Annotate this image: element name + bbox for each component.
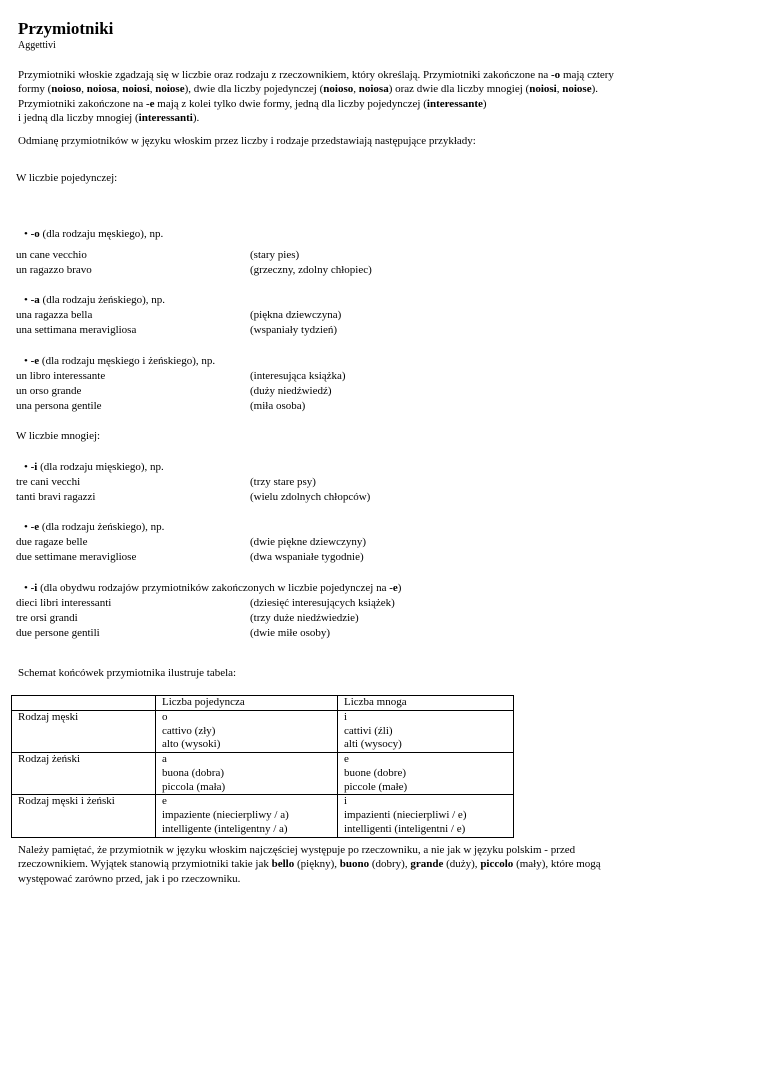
example-italian: un ragazzo bravo — [16, 264, 92, 276]
intro-line: Przymiotniki zakończone na -e mają z kolei tylko dwie formy, jedną dla liczby pojedynczej (interessante) — [18, 97, 487, 110]
example-translation: (dwa wspaniałe tygodnie) — [250, 551, 364, 563]
example-translation: (duży niedźwiedź) — [250, 385, 332, 397]
endings-table — [11, 695, 514, 838]
example-translation: (grzeczny, zdolny chłopiec) — [250, 264, 372, 276]
example-translation: (piękna dziewczyna) — [250, 309, 342, 321]
example-italian: una persona gentile — [16, 400, 102, 412]
bullet-item: • -o (dla rodzaju męskiego), np. — [24, 228, 164, 240]
table-header-row — [12, 696, 514, 711]
table-row — [12, 753, 514, 795]
table-cell-plural: i impazienti (niecierpliwi / e) intelligenti (inteligentni / e) — [338, 795, 514, 837]
example-italian: tre orsi grandi — [16, 612, 78, 624]
table-cell-plural: i cattivi (źli) alti (wysocy) — [338, 710, 514, 752]
table-row-label: Rodzaj męski — [12, 710, 156, 752]
example-italian: un orso grande — [16, 385, 82, 397]
example-translation: (dwie miłe osoby) — [250, 627, 331, 639]
example-translation: (trzy duże niedźwiedzie) — [250, 612, 359, 624]
intro-line: Przymiotniki włoskie zgadzają się w liczbie oraz rodzaju z rzeczownikiem, który określają. Przymiotniki zakończone na -o mają cztery — [18, 69, 614, 81]
closing-line: występować zarówno przed, jak i po rzeczowniku. — [18, 872, 241, 885]
singular-heading: W liczbie pojedynczej: — [16, 172, 118, 184]
table-cell-singular: e impaziente (niecierpliwy / a) intelligente (inteligentny / a) — [156, 795, 338, 837]
example-italian: tre cani vecchi — [16, 476, 81, 488]
table-row-label: Rodzaj męski i żeński — [12, 795, 156, 837]
table-header-cell — [12, 696, 156, 711]
example-translation: (dziesięć interesujących książek) — [250, 597, 395, 609]
table-row-label: Rodzaj żeński — [12, 753, 156, 795]
page-title: Przymiotniki — [18, 19, 114, 38]
example-translation: (interesująca książka) — [250, 370, 346, 382]
table-cell-plural: e buone (dobre) piccole (małe) — [338, 753, 514, 795]
intro-paragraph — [18, 68, 668, 125]
example-italian: due ragaze belle — [16, 536, 88, 548]
bullet-item: • -a (dla rodzaju żeńskiego), np. — [24, 294, 166, 306]
example-italian: un cane vecchio — [16, 249, 87, 261]
closing-line: rzeczownikiem. Wyjątek stanowią przymiotniki takie jak bello (piękny), buono (dobry), grande (duży), piccolo (mały), które mogą — [18, 858, 601, 871]
example-translation: (wielu zdolnych chłopców) — [250, 491, 371, 503]
examples-intro: Odmianę przymiotników w języku włoskim przez liczby i rodzaje przedstawiają następujące przykłady: — [18, 135, 476, 147]
table-row — [12, 710, 514, 752]
bullet-item: • -e (dla rodzaju żeńskiego), np. — [24, 521, 165, 533]
page-subtitle: Aggettivi — [18, 40, 56, 51]
example-italian: un libro interessante — [16, 370, 106, 382]
example-translation: (wspaniały tydzień) — [250, 324, 338, 336]
example-italian: due settimane meravigliose — [16, 551, 137, 563]
table-cell-singular: o cattivo (zły) alto (wysoki) — [156, 710, 338, 752]
example-translation: (trzy stare psy) — [250, 476, 316, 488]
example-translation: (dwie piękne dziewczyny) — [250, 536, 367, 548]
example-italian: due persone gentili — [16, 627, 100, 639]
table-intro: Schemat końcówek przymiotnika ilustruje tabela: — [18, 667, 237, 679]
example-translation: (miła osoba) — [250, 400, 306, 412]
example-italian: una settimana meravigliosa — [16, 324, 137, 336]
intro-line: formy (noioso, noiosa, noiosi, noiose), dwie dla liczby pojedynczej (noioso, noiosa) oraz dwie dla liczby mnogiej (noiosi, noiose). — [18, 83, 598, 96]
table-row — [12, 795, 514, 837]
table-header-cell: Liczba pojedyncza — [156, 696, 338, 711]
closing-paragraph — [18, 843, 638, 886]
example-italian: tanti bravi ragazzi — [16, 491, 96, 503]
example-translation: (stary pies) — [250, 249, 300, 261]
bullet-item: • -i (dla rodzaju mięskiego), np. — [24, 461, 164, 473]
plural-heading: W liczbie mnogiej: — [16, 430, 101, 442]
example-italian: una ragazza bella — [16, 309, 93, 321]
intro-line: i jedną dla liczby mnogiej (interessanti). — [18, 111, 200, 124]
example-italian: dieci libri interessanti — [16, 597, 112, 609]
bullet-item: • -e (dla rodzaju męskiego i żeńskiego), np. — [24, 355, 216, 367]
table-header-cell: Liczba mnoga — [338, 696, 514, 711]
closing-line: Należy pamiętać, że przymiotnik w języku włoskim najczęściej występuje po rzeczowniku, a nie jak w języku polskim - przed — [18, 844, 576, 856]
table-cell-singular: a buona (dobra) piccola (mała) — [156, 753, 338, 795]
bullet-item: • -i (dla obydwu rodzajów przymiotników zakończonych w liczbie pojedynczej na -e) — [24, 582, 402, 594]
